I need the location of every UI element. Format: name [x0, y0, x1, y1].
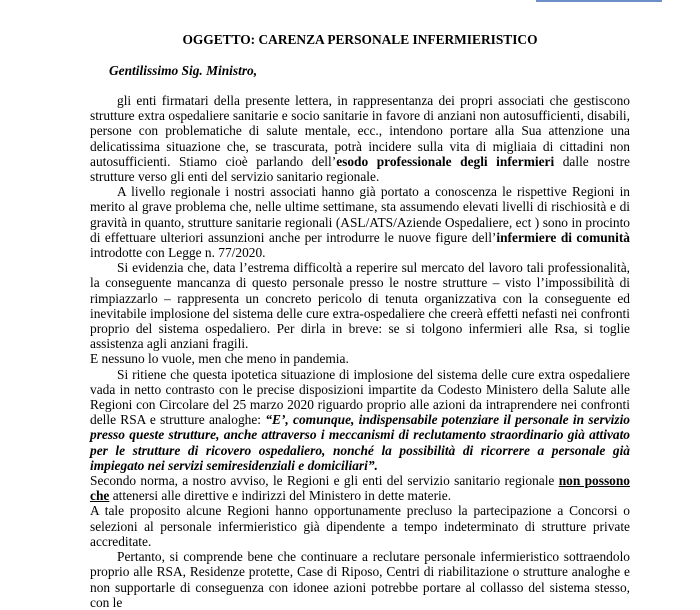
paragraph-intro: [90, 93, 630, 184]
paragraph-intro-bold: esodo professionale degli infermieri: [336, 153, 555, 169]
paragraph-conclusion: Pertanto, si comprende bene che continuare a reclutare personale infermieristico sottraendolo proprio alle RSA, Residenze protette, Case di Riposo, Centri di riabilitazione o strutture analoghe e non supportarle di conseguenza con idonee azioni potrebbe portare al collasso del sistema stesso, con le: [90, 549, 630, 610]
letter-greeting: Gentilissimo Sig. Ministro,: [109, 63, 258, 78]
paragraph-circular-text: Si ritiene che questa ipotetica situazione di implosione del sistema delle cure extra ospedaliere vada in netto contrasto con le precise disposizioni impartite da Codesto Ministero della Salute alle Regioni con Circolare del 25 marzo 2020 riguardo proprio alle azioni da intraprendere nei confronti delle RSA e strutture analoghe:: [90, 366, 630, 428]
paragraph-intro-text: gli enti firmatari della presente lettera, in rappresentanza dei propri associati che gestiscono strutture extra ospedaliere sanitarie e socio sanitarie in favore di anziani non autosufficienti, disabili, persone con problematiche di salute mentale, ecc., intendono portare alla Sua attenzione una delicatissima situazione che, se trascurata, potrà incidere sulla vita di migliaia di cittadini non autosufficienti. Stiamo cioè parlando dell’: [90, 93, 630, 169]
letter-subject: OGGETTO: CARENZA PERSONALE INFERMIERISTICO: [182, 32, 538, 47]
paragraph-regional-text: A livello regionale i nostri associati hanno già portato a conoscenza le rispettive Regioni in merito al grave problema che, nelle ultime settimane, sta assumendo elevati livelli di rischiosità e di gravità in quanto, strutture sanitarie regionali (ASL/ATS/Aziende Ospedaliere, ect ) sono in procinto di effettuare ulteriori assunzioni anche per introdurre le nuove figure dell’: [90, 184, 630, 245]
paragraph-pandemic: E nessuno lo vuole, men che meno in pandemia.: [90, 351, 349, 367]
paragraph-circular: [90, 367, 630, 473]
paragraph-norm-emphasis: non possono che: [90, 473, 630, 504]
paragraph-regional-bold: infermiere di comunità: [496, 229, 630, 245]
circular-quote: “E’, comunque, indispensabile potenziare il personale in servizio presso queste strutture, anche attraverso i meccanismi di reclutamento straordinario già attivato per le strutture di ricovero ospedaliero, nonché la possibilità di ricorrere a personale già impiegato nei servizi semiresidenziali e domiciliari”.: [90, 412, 630, 473]
paragraph-norm-text-end: attenersi alle direttive e indirizzi del Ministero in dette materie.: [109, 488, 452, 504]
paragraph-regional-text-end: introdotte con Legge n. 77/2020.: [90, 245, 266, 261]
paragraph-intro-text-end: dalle nostre strutture verso gli enti del servizio sanitario regionale.: [90, 153, 630, 185]
paragraph-norm-text: Secondo norma, a nostro avviso, le Regioni e gli enti del servizio sanitario regionale: [90, 473, 559, 489]
paragraph-regional: [90, 184, 630, 260]
paragraph-regions: A tale proposito alcune Regioni hanno opportunamente precluso la partecipazione a Concorsi o selezioni al personale infermieristico già dipendente a tempo indeterminato di strutture private accreditate.: [90, 503, 630, 549]
paragraph-evidence: Si evidenzia che, data l’estrema difficoltà a reperire sul mercato del lavoro tali professionalità, la conseguente mancanza di questo personale presso le nostre strutture – visto l’impossibilità di rimpiazzarlo – rappresenta un concreto pericolo di tenuta organizzativa con la conseguente ed inevitabile implosione del sistema delle cure extra-ospedaliere che creerà effetti nefasti nei confronti proprio del sistema ospedaliero. Per dirla in breve: se si tolgono infermieri alle Rsa, si toglie assistenza agli anziani fragili.: [90, 260, 630, 352]
paragraph-norm: [90, 473, 630, 503]
